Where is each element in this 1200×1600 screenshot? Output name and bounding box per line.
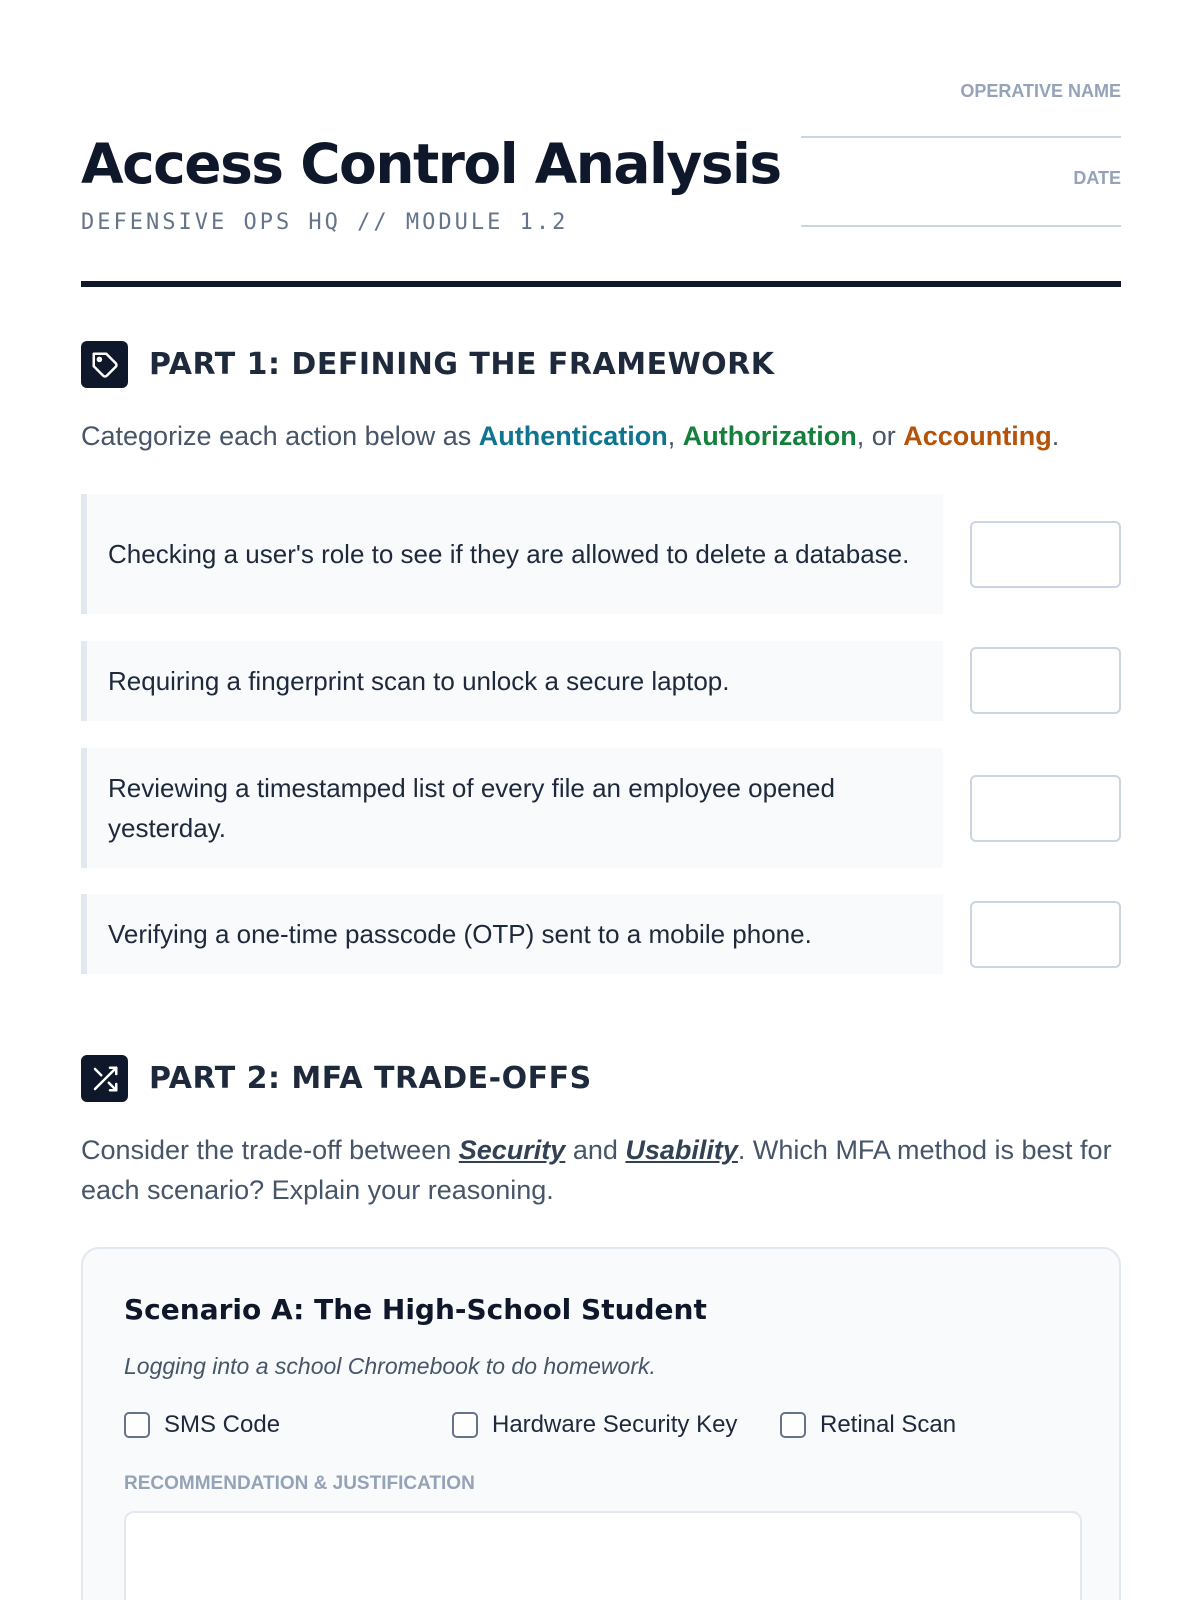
date-label: DATE bbox=[1073, 168, 1121, 188]
part1-sep1: , bbox=[667, 421, 683, 451]
part1-instructions bbox=[81, 416, 1121, 456]
operative-name-label: OPERATIVE NAME bbox=[960, 81, 1121, 101]
option-retinal-scan[interactable] bbox=[780, 1411, 956, 1439]
option-hardware-security-key[interactable] bbox=[452, 1411, 737, 1439]
question-text: Verifying a one-time passcode (OTP) sent to a mobile phone. bbox=[81, 894, 943, 974]
part1-sep2: , or bbox=[856, 421, 904, 451]
header-divider bbox=[81, 281, 1121, 287]
part2-heading bbox=[81, 1055, 592, 1102]
part2-instructions bbox=[81, 1130, 1121, 1210]
term-security: Security bbox=[458, 1135, 566, 1165]
part1-intro-suffix: . bbox=[1051, 421, 1060, 451]
response-label: RECOMMENDATION & JUSTIFICATION bbox=[124, 1473, 475, 1494]
scenario-card bbox=[81, 1247, 1121, 1600]
answer-box[interactable] bbox=[970, 901, 1121, 968]
term-accounting: Accounting bbox=[903, 421, 1052, 451]
question-text: Requiring a fingerprint scan to unlock a secure laptop. bbox=[81, 641, 943, 721]
tag-icon bbox=[81, 341, 128, 388]
part2-intro-suffix: . Which MFA method is best for each scenario? Explain your reasoning. bbox=[81, 1135, 1112, 1205]
justification-textarea[interactable] bbox=[124, 1511, 1082, 1600]
part2-intro-prefix: Consider the trade-off between bbox=[81, 1135, 459, 1165]
scenario-description: Logging into a school Chromebook to do homework. bbox=[124, 1353, 656, 1379]
part1-title: PART 1: DEFINING THE FRAMEWORK bbox=[149, 347, 775, 382]
checkbox[interactable] bbox=[124, 1412, 150, 1438]
option-sms-code[interactable] bbox=[124, 1411, 280, 1439]
option-label: SMS Code bbox=[164, 1411, 281, 1438]
term-authorization: Authorization bbox=[682, 421, 857, 451]
page-subtitle: DEFENSIVE OPS HQ // MODULE 1.2 bbox=[81, 210, 569, 235]
part1-heading bbox=[81, 341, 775, 388]
worksheet-header bbox=[81, 0, 1121, 289]
answer-box[interactable] bbox=[970, 647, 1121, 714]
part2-title: PART 2: MFA TRADE-OFFS bbox=[149, 1061, 592, 1096]
checkbox[interactable] bbox=[780, 1412, 806, 1438]
question-text: Checking a user's role to see if they are allowed to delete a database. bbox=[81, 494, 943, 614]
scenario-title: Scenario A: The High-School Student bbox=[124, 1293, 707, 1326]
option-label: Retinal Scan bbox=[820, 1411, 957, 1438]
date-field[interactable] bbox=[801, 168, 1121, 227]
answer-box[interactable] bbox=[970, 775, 1121, 842]
term-usability: Usability bbox=[625, 1135, 738, 1165]
page-title: Access Control Analysis bbox=[81, 132, 781, 196]
date-line[interactable] bbox=[801, 225, 1121, 227]
operative-name-line[interactable] bbox=[801, 136, 1121, 138]
answer-box[interactable] bbox=[970, 521, 1121, 588]
part1-intro-prefix: Categorize each action below as bbox=[81, 421, 479, 451]
shuffle-icon bbox=[81, 1055, 128, 1102]
part2-intro-mid: and bbox=[565, 1135, 626, 1165]
checkbox[interactable] bbox=[452, 1412, 478, 1438]
worksheet-page bbox=[81, 0, 1121, 1494]
question-text: Reviewing a timestamped list of every file an employee opened yesterday. bbox=[81, 748, 943, 868]
option-label: Hardware Security Key bbox=[492, 1411, 738, 1438]
term-authentication: Authentication bbox=[478, 421, 668, 451]
operative-name-field[interactable] bbox=[801, 81, 1121, 138]
